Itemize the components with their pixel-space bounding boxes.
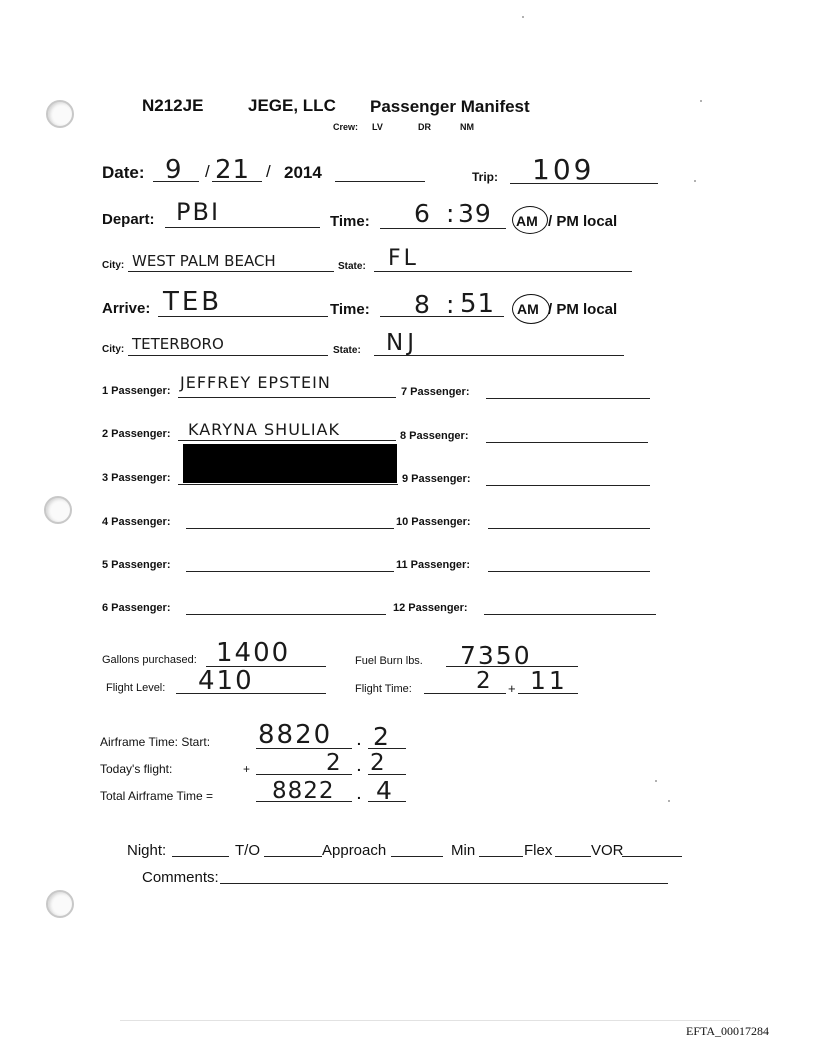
arrive-airport: TEB — [163, 287, 223, 317]
arrive-am: AM — [517, 301, 539, 317]
flex-label: Flex — [524, 842, 553, 859]
crew-member: LV — [372, 122, 383, 132]
date-year-line — [335, 181, 425, 182]
depart-label: Depart: — [102, 211, 155, 228]
document-id: EFTA_00017284 — [686, 1024, 770, 1038]
min-label: Min — [451, 842, 476, 859]
airframe-start-dot: . — [357, 732, 361, 748]
binder-hole-bottom — [46, 890, 74, 918]
airframe-start-decimal: 2 — [373, 722, 390, 751]
arrive-city: TETERBORO — [132, 335, 224, 353]
airframe-start-label: Airframe Time: Start: — [100, 735, 211, 749]
arrive-time-minute: 51 — [460, 289, 496, 319]
speck — [694, 180, 696, 182]
crew-label: Crew: — [333, 122, 359, 132]
airframe-start-whole: 8820 — [258, 720, 333, 750]
passenger-label: 9 Passenger: — [402, 473, 471, 485]
passenger-label: 5 Passenger: — [102, 559, 171, 571]
depart-city: WEST PALM BEACH — [132, 252, 276, 270]
night-label: Night: — [127, 842, 167, 859]
arrive-label: Arrive: — [102, 300, 151, 317]
passenger-line — [488, 571, 650, 572]
passenger-label: 8 Passenger: — [400, 430, 469, 442]
passenger-line — [486, 485, 650, 486]
todays-flight-label: Today's flight: — [100, 762, 173, 776]
arrive-state: NJ — [386, 330, 418, 356]
fuel-burn-label: Fuel Burn lbs. — [355, 655, 423, 667]
depart-state-line — [374, 271, 632, 272]
scan-edge-line — [120, 1020, 740, 1021]
passenger-line — [186, 528, 394, 529]
trip-label: Trip: — [472, 170, 498, 184]
approach-label: Approach — [322, 842, 387, 859]
gallons-value: 1400 — [216, 638, 291, 668]
total-airframe-label: Total Airframe Time = — [100, 789, 214, 803]
crew-member: DR — [418, 122, 431, 132]
arrive-state-label: State: — [333, 345, 361, 356]
min-line — [479, 856, 523, 857]
passenger-line — [486, 442, 648, 443]
passenger-label: 4 Passenger: — [102, 516, 171, 528]
gallons-label: Gallons purchased: — [102, 654, 197, 666]
passenger-label: 7 Passenger: — [401, 386, 470, 398]
night-line — [172, 856, 229, 857]
depart-am: AM — [516, 213, 538, 229]
vor-line — [622, 856, 682, 857]
manifest-title: Passenger Manifest — [370, 97, 530, 116]
date-month: 9 — [165, 155, 183, 185]
depart-time-hour: 6 — [414, 199, 431, 228]
arrive-time-hour: 8 — [414, 290, 431, 319]
redaction-box — [183, 444, 397, 483]
arrive-time-sep: : — [446, 290, 456, 319]
todays-flight-whole: 2 — [326, 750, 342, 776]
passenger-line — [178, 397, 396, 398]
passenger-line — [186, 614, 386, 615]
passenger-line — [484, 614, 656, 615]
trip-number: 109 — [532, 153, 595, 186]
speck — [668, 800, 670, 802]
passenger-name: KARYNA SHULIAK — [188, 420, 340, 439]
passenger-name: JEFFREY EPSTEIN — [180, 373, 331, 392]
takeoff-line — [264, 856, 322, 857]
passenger-label: 6 Passenger: — [102, 602, 171, 614]
crew-member: NM — [460, 122, 474, 132]
flight-time-label: Flight Time: — [355, 683, 412, 695]
arrive-time-label: Time: — [330, 301, 370, 318]
speck — [700, 100, 702, 102]
passenger-label: 11 Passenger: — [396, 559, 470, 571]
depart-state-label: State: — [338, 261, 366, 272]
arrive-pm-local: / PM local — [548, 301, 618, 318]
speck — [522, 16, 524, 18]
passenger-line — [186, 571, 394, 572]
passenger-line — [488, 528, 650, 529]
depart-airport: PBI — [176, 198, 221, 226]
flight-time-plus: + — [508, 681, 516, 696]
depart-city-line — [128, 271, 334, 272]
company-name: JEGE, LLC — [248, 96, 336, 115]
date-separator: / — [266, 162, 271, 181]
total-airframe-decimal: 4 — [376, 776, 393, 805]
depart-time-sep: : — [446, 199, 456, 228]
date-day: 21 — [215, 155, 251, 185]
flight-time-minutes: 11 — [530, 666, 568, 695]
approach-line — [391, 856, 443, 857]
date-label: Date: — [102, 163, 145, 182]
total-airframe-dot: . — [357, 786, 361, 802]
passenger-line — [486, 398, 650, 399]
passenger-label: 1 Passenger: — [102, 385, 171, 397]
flight-level-value: 410 — [198, 666, 254, 696]
comments-line — [220, 883, 668, 884]
depart-line — [165, 227, 320, 228]
depart-pm-local: / PM local — [548, 213, 618, 230]
passenger-line — [178, 440, 396, 441]
comments-label: Comments: — [142, 869, 219, 886]
binder-hole-top — [46, 100, 74, 128]
takeoff-label: T/O — [235, 842, 260, 859]
flight-time-hours: 2 — [476, 668, 492, 694]
depart-city-label: City: — [102, 260, 125, 271]
flight-time-hours-line — [424, 693, 506, 694]
passenger-label: 3 Passenger: — [102, 472, 171, 484]
todays-flight-plus: + — [243, 762, 251, 776]
speck — [655, 780, 657, 782]
depart-time-line — [380, 228, 506, 229]
flex-line — [555, 856, 591, 857]
total-airframe-whole: 8822 — [272, 778, 335, 804]
todays-flight-dot: . — [357, 758, 361, 774]
passenger-label: 12 Passenger: — [393, 602, 468, 614]
date-year: 2014 — [284, 163, 322, 182]
depart-time-minute: 39 — [458, 199, 492, 228]
depart-time-label: Time: — [330, 213, 370, 230]
fuel-burn-value: 7350 — [460, 641, 532, 670]
passenger-label: 10 Passenger: — [396, 516, 471, 528]
passenger-line — [178, 484, 398, 485]
passenger-label: 2 Passenger: — [102, 428, 171, 440]
tail-number: N212JE — [142, 96, 204, 115]
vor-label: VOR — [591, 842, 624, 859]
depart-state: FL — [388, 246, 419, 271]
todays-flight-decimal: 2 — [370, 750, 386, 776]
binder-hole-middle — [44, 496, 72, 524]
date-separator: / — [205, 162, 210, 181]
arrive-city-line — [128, 355, 328, 356]
arrive-city-label: City: — [102, 344, 125, 355]
flight-level-label: Flight Level: — [106, 682, 166, 694]
